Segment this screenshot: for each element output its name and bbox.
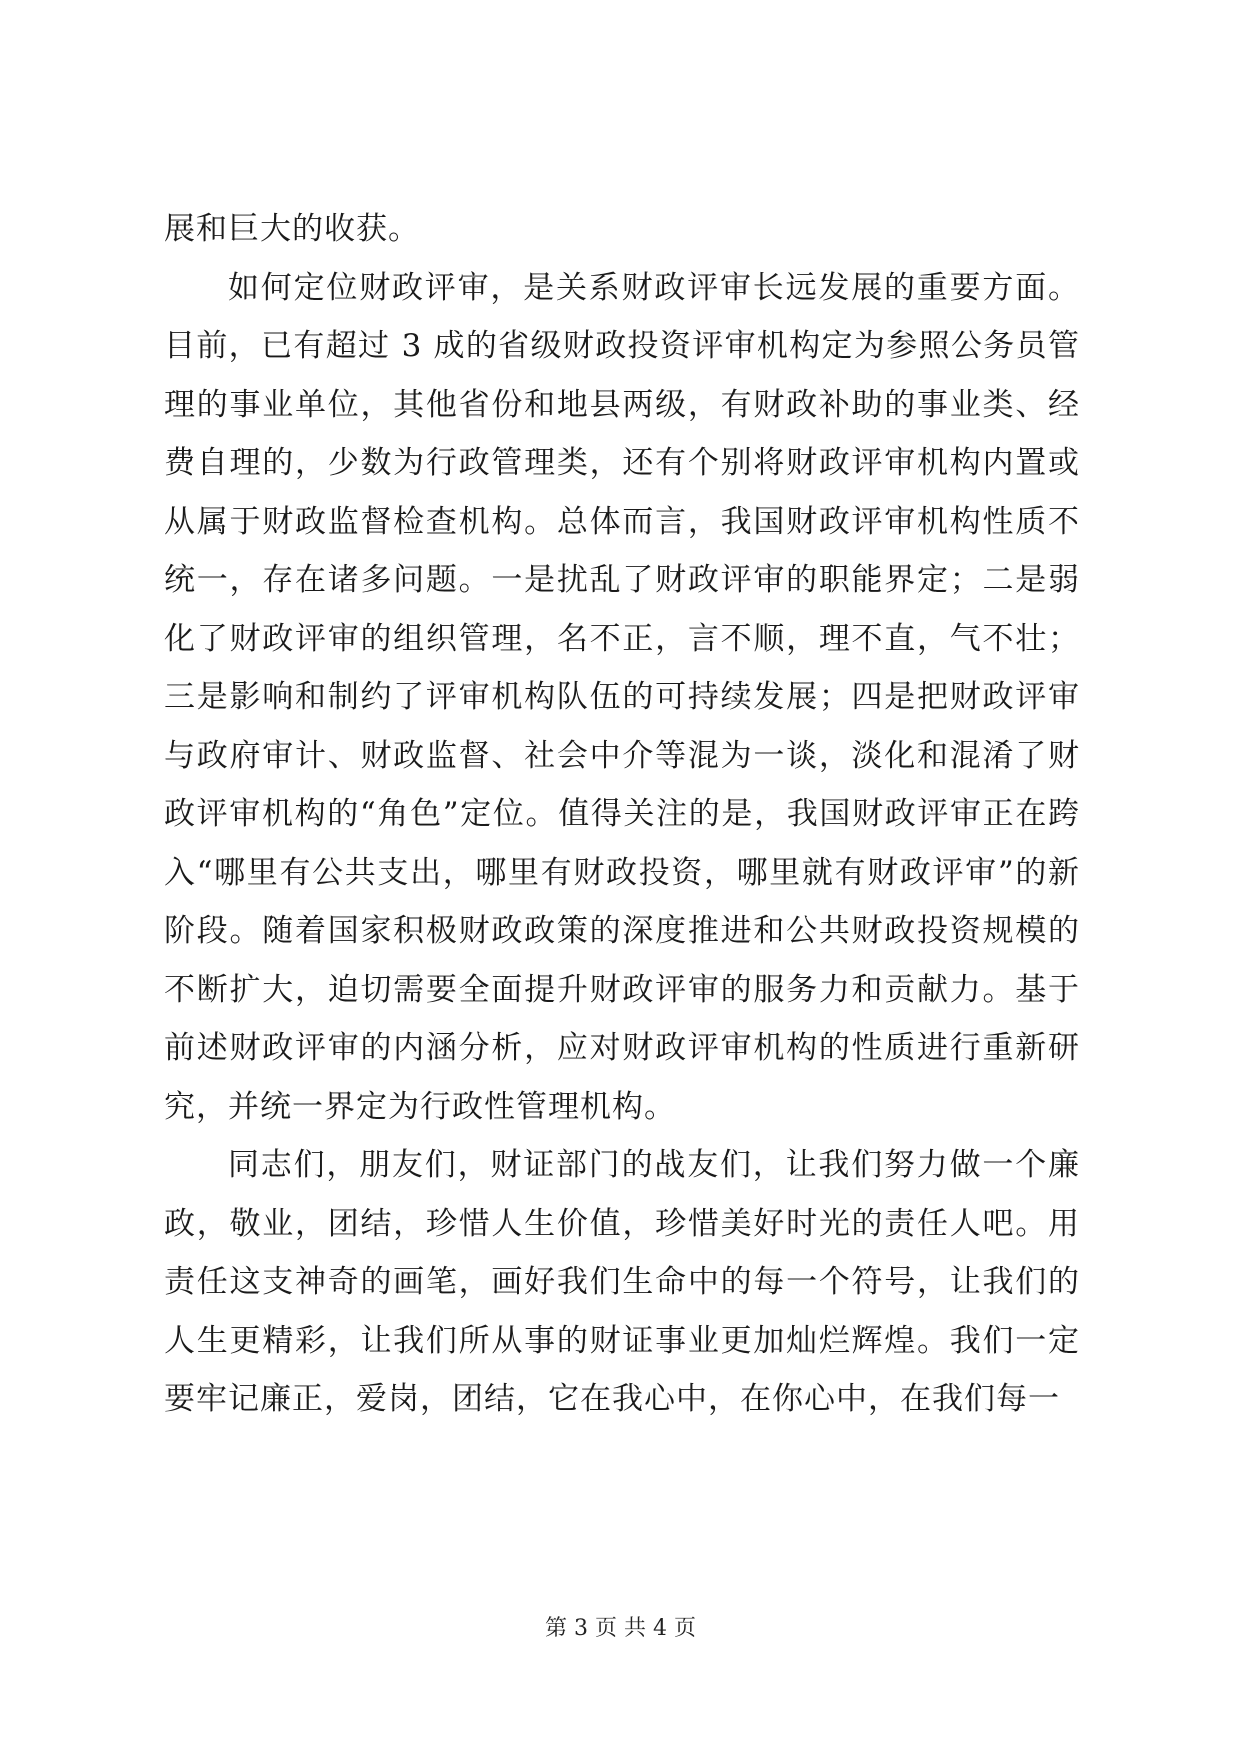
paragraph-closing-appeal: 同志们，朋友们，财证部门的战友们，让我们努力做一个廉政，敬业，团结，珍惜人生价值，珍惜美好时光的责任人吧。用责任这支神奇的画笔，画好我们生命中的每一个符号，让我们的人生更精彩，让我们所从事的财证事业更加灿烂辉煌。我们一定要牢记廉正，爱岗，团结，它在我心中，在你心中，在我们每一 <box>164 1147 1080 1417</box>
page-number-footer: 第 3 页 共 4 页 <box>545 1616 696 1641</box>
paragraph-evaluation-positioning: 如何定位财政评审，是关系财政评审长远发展的重要方面。目前，已有超过 3 成的省级财政投资评审机构定为参照公务员管理的事业单位，其他省份和地县两级，有财政补助的事业类、经费自理的，少数为行政管理类，还有个别将财政评审机构内置或从属于财政监督检查机构。总体而言，我国财政评审机构性质不统一，存在诸多问题。一是扰乱了财政评审的职能界定；二是弱化了财政评审的组织管理，名不正，言不顺，理不直，气不壮；三是影响和制约了评审机构队伍的可持续发展；四是把财政评审与政府审计、财政监督、社会中介等混为一谈，淡化和混淆了财政评审机构的“角色”定位。值得关注的是，我国财政评审正在跨入“哪里有公共支出，哪里有财政投资，哪里就有财政评审”的新阶段。随着国家积极财政政策的深度推进和公共财政投资规模的不断扩大，迫切需要全面提升财政评审的服务力和贡献力。基于前述财政评审的内涵分析，应对财政评审机构的性质进行重新研究，并统一界定为行政性管理机构。 <box>164 269 1080 1125</box>
paragraph-continuation: 展和巨大的收获。 <box>164 211 420 247</box>
document-body <box>164 200 1080 1429</box>
